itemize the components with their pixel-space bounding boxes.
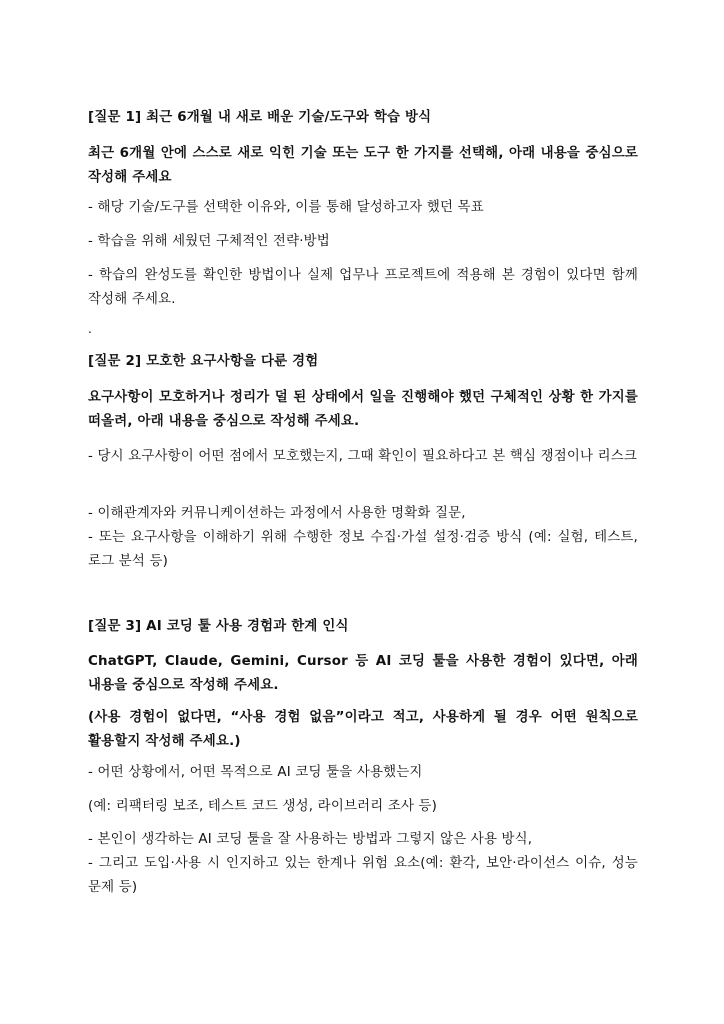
- question-3-intro: ChatGPT, Claude, Gemini, Cursor 등 AI 코딩 툴을 사용한 경험이 있다면, 아래 내용을 중심으로 작성해 주세요.: [88, 654, 638, 693]
- question-3-title: [질문 3] AI 코딩 툴 사용 경험과 한계 인식: [88, 619, 349, 634]
- question-1-item-2: - 학습을 위해 세웠던 구체적인 전략·방법: [88, 234, 330, 249]
- question-3-item-2: (예: 리팩터링 보조, 테스트 코드 생성, 라이브러리 조사 등): [88, 799, 438, 814]
- question-3-item-4: - 그리고 도입·사용 시 인지하고 있는 한계나 위험 요소(예: 환각, 보안·라이선스 이슈, 성능 문제 등): [88, 856, 638, 895]
- question-1-title: [질문 1] 최근 6개월 내 새로 배운 기술/도구와 학습 방식: [88, 110, 432, 125]
- question-2-title: [질문 2] 모호한 요구사항을 다룬 경험: [88, 354, 319, 369]
- question-1-item-1: - 해당 기술/도구를 선택한 이유와, 이를 통해 달성하고자 했던 목표: [88, 200, 484, 215]
- question-1-item-3: - 학습의 완성도를 확인한 방법이나 실제 업무나 프로젝트에 적용해 본 경험이 있다면 함께 작성해 주세요.: [88, 268, 638, 307]
- question-3-item-1: - 어떤 상황에서, 어떤 목적으로 AI 코딩 툴을 사용했는지: [88, 765, 423, 780]
- question-2-item-1: - 당시 요구사항이 어떤 점에서 모호했는지, 그때 확인이 필요하다고 본 핵심 쟁점이나 리스크: [88, 449, 637, 464]
- question-2-item-3: - 또는 요구사항을 이해하기 위해 수행한 정보 수집·가설 설정·검증 방식 (예: 실험, 테스트, 로그 분석 등): [88, 530, 638, 569]
- question-2-item-2: - 이해관계자와 커뮤니케이션하는 과정에서 사용한 명확화 질문,: [88, 506, 466, 521]
- question-3-item-3: - 본인이 생각하는 AI 코딩 툴을 잘 사용하는 방법과 그렇지 않은 사용 방식,: [88, 832, 533, 847]
- separator-dot: .: [88, 322, 93, 336]
- question-3-note: (사용 경험이 없다면, “사용 경험 없음”이라고 적고, 사용하게 될 경우 어떤 원칙으로 활용할지 작성해 주세요.): [88, 710, 638, 749]
- question-2-intro: 요구사항이 모호하거나 정리가 덜 된 상태에서 일을 진행해야 했던 구체적인 상황 한 가지를 떠올려, 아래 내용을 중심으로 작성해 주세요.: [88, 390, 638, 429]
- question-1-intro: 최근 6개월 안에 스스로 새로 익힌 기술 또는 도구 한 가지를 선택해, 아래 내용을 중심으로 작성해 주세요: [88, 146, 638, 185]
